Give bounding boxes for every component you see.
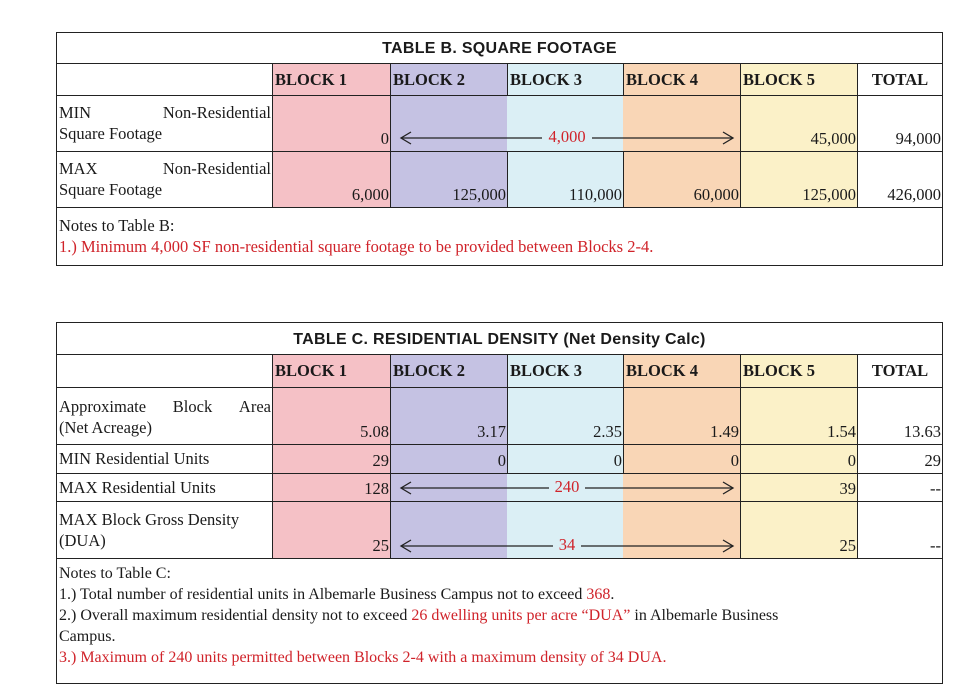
table-c-header-empty (57, 355, 272, 388)
table-b-min-block1: 0 (272, 96, 390, 152)
label-part: MAX (59, 159, 98, 178)
table-b-max-block5: 125,000 (740, 152, 857, 208)
table-b-max-block1: 6,000 (272, 152, 390, 208)
table-c-header-total: TOTAL (857, 355, 942, 388)
table-b-min-span-arrow (397, 125, 737, 149)
label-part: MIN (59, 103, 92, 122)
table-c-min-units-block2: 0 (390, 445, 507, 474)
table-c-area-block3: 2.35 (507, 388, 623, 445)
note-text: in Albemarle Business (630, 607, 779, 624)
table-b-header-block3: BLOCK 3 (507, 64, 623, 96)
table-c-max-units-span-value: 240 (549, 477, 586, 496)
table-c-area-label (57, 388, 272, 445)
table-c-area-total: 13.63 (857, 388, 942, 445)
table-c-notes-title: Notes to Table C: (59, 565, 171, 582)
note-text: . (610, 586, 615, 603)
table-b-header-block4: BLOCK 4 (623, 64, 740, 96)
table-c-max-units-span-arrow (397, 475, 737, 499)
table-b-notes-title: Notes to Table B: (59, 216, 175, 235)
table-c-min-units-block5: 0 (740, 445, 857, 474)
label-part: Square Footage (59, 180, 163, 199)
table-c-header-block5: BLOCK 5 (740, 355, 857, 388)
note-highlight: 26 dwelling units per acre “DUA” (411, 607, 631, 624)
table-c-max-units-block1: 128 (272, 474, 390, 502)
label-part: Square Footage (59, 124, 163, 143)
label-part: Area (238, 397, 271, 416)
table-c-max-density-span-arrow (397, 533, 737, 557)
table-c-max-units-block5: 39 (740, 474, 857, 502)
table-c-header-block1: BLOCK 1 (272, 355, 390, 388)
label-part: MAX Block Gross Density (59, 510, 240, 529)
table-c-header-block2: BLOCK 2 (390, 355, 507, 388)
table-b-notes (57, 215, 942, 257)
label-part: Block (172, 397, 213, 416)
table-c-min-units-block1: 29 (272, 445, 390, 474)
table-c-max-units-total: -- (857, 474, 942, 502)
table-b-max-label (57, 152, 272, 208)
table-c-area-block2: 3.17 (390, 388, 507, 445)
note-text: 2.) Overall maximum residential density not to exceed (59, 607, 412, 624)
label-part: Approximate (59, 397, 147, 416)
label-part: Non-Residential (162, 159, 271, 178)
table-c-max-density-block1: 25 (272, 502, 390, 559)
table-c-header-block4: BLOCK 4 (623, 355, 740, 388)
table-b-title: TABLE B. SQUARE FOOTAGE (57, 33, 942, 64)
table-c-max-units-label: MAX Residential Units (57, 474, 272, 502)
table-b-max-total: 426,000 (857, 152, 942, 208)
table-b-max-block4: 60,000 (623, 152, 740, 208)
table-c-title: TABLE C. RESIDENTIAL DENSITY (Net Density Calc) (57, 323, 942, 355)
table-c-max-density-span-value: 34 (553, 535, 582, 554)
table-b-header-total: TOTAL (857, 64, 942, 96)
table-c-note-2-cont: Campus. (59, 628, 116, 645)
table-b-square-footage (56, 32, 943, 266)
table-c-max-density-label (57, 502, 272, 559)
table-c-area-block5: 1.54 (740, 388, 857, 445)
table-b-note-1: 1.) Minimum 4,000 SF non-residential square footage to be provided between Blocks 2-4. (59, 237, 654, 256)
table-b-header-block5: BLOCK 5 (740, 64, 857, 96)
label-part: (Net Acreage) (59, 418, 152, 437)
label-part: (DUA) (59, 531, 106, 550)
table-b-header-empty (57, 64, 272, 96)
note-highlight: 368 (586, 586, 611, 603)
table-b-min-total: 94,000 (857, 96, 942, 152)
table-c-min-units-label: MIN Residential Units (57, 445, 272, 474)
table-b-min-block5: 45,000 (740, 96, 857, 152)
table-c-note-2 (59, 605, 942, 626)
table-b-header-block2: BLOCK 2 (390, 64, 507, 96)
table-b-header-block1: BLOCK 1 (272, 64, 390, 96)
table-c-notes (57, 563, 942, 668)
table-b-min-span-value: 4,000 (542, 127, 591, 146)
note-text: 1.) Total number of residential units in Albemarle Business Campus not to exceed (59, 586, 587, 603)
table-c-area-block1: 5.08 (272, 388, 390, 445)
table-b-max-block3: 110,000 (507, 152, 623, 208)
table-c-max-density-total: -- (857, 502, 942, 559)
table-c-min-units-block4: 0 (623, 445, 740, 474)
table-c-min-units-total: 29 (857, 445, 942, 474)
table-c-note-3: 3.) Maximum of 240 units permitted between Blocks 2-4 with a maximum density of 34 DUA. (59, 649, 667, 666)
table-b-min-label (57, 96, 272, 152)
label-part: Non-Residential (162, 103, 271, 122)
table-c-max-density-block5: 25 (740, 502, 857, 559)
table-c-min-units-block3: 0 (507, 445, 623, 474)
table-c-residential-density (56, 322, 943, 684)
table-b-max-block2: 125,000 (390, 152, 507, 208)
table-c-area-block4: 1.49 (623, 388, 740, 445)
table-c-note-1 (59, 584, 942, 605)
table-c-header-block3: BLOCK 3 (507, 355, 623, 388)
